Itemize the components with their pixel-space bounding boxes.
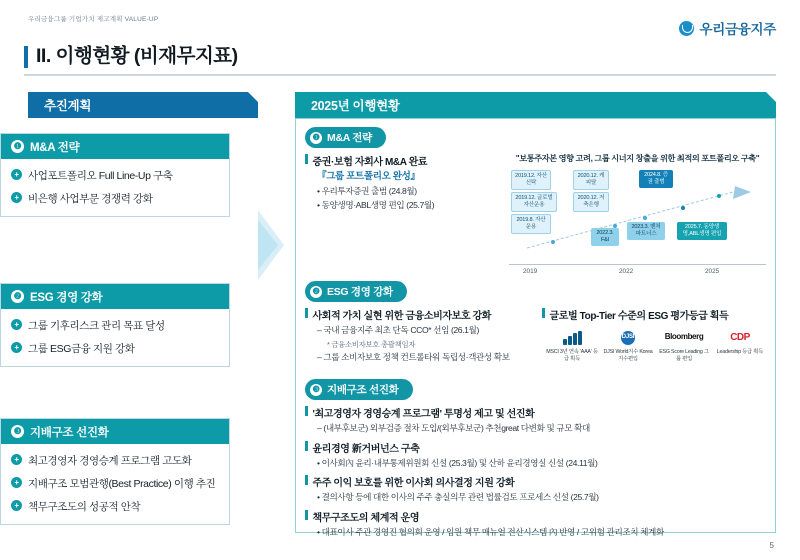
right-column-header [295,92,776,118]
section-ma [305,127,766,275]
number-badge: ❷ [11,290,24,303]
milestone-chip: 2019.8. 자산운용 [511,214,551,234]
milestone-chip: 2020.12. 캐피탈 [573,170,609,190]
rating-badge-caption: ESG Score Leading 그룹 편입 [659,349,709,362]
governance-headline: 윤리경영 新거버넌스 구축 [305,440,766,455]
plan-block-esg [0,283,230,367]
governance-headline: 책무구조도의 체계적 운영 [305,509,766,524]
cdp-logo-icon: CDP [730,332,750,343]
bloomberg-logo-icon: Bloomberg [664,332,704,342]
plan-item [11,341,219,356]
section-body [305,405,766,538]
esg-rating-headline: 글로벌 Top-Tier 수준의 ESG 평가등급 획득 [542,307,766,322]
ma-bullet: • 우리투자증권 출범 (24.8월) [317,186,501,198]
rating-badge-caption: Leadership 등급 획득 [716,349,764,355]
ma-text-column [305,153,501,265]
number-badge: ❶ [11,140,24,153]
section-esg [305,281,766,365]
left-column-header [28,92,258,118]
plan-block-title [1,284,229,309]
connector-arrow-icon [258,150,298,350]
rating-badge-caption: MSCI 3년 연속 'AAA' 등급 획득 [546,349,598,362]
brand-logo [679,18,776,38]
section-title-label: 지배구조 선진화 [327,384,399,397]
plus-icon: + [11,500,22,511]
section-body [305,153,766,275]
governance-bullet: • 이사회內 윤리·내부통제위원회 신설 (25.3월) 및 산하 윤리경영실 신설 (24.11월) [317,458,766,470]
timeline-arrow-icon [523,182,763,256]
rating-badge-djsi [602,328,654,363]
ma-headline: 증권·보험 자회사 M&A 완료 [305,153,501,168]
section-title [305,379,413,400]
section-title-label: M&A 전략 [327,132,372,144]
corner-fold-icon [248,92,258,102]
esg-bullet: – 그룹 소비자보호 정책 컨트롤타워 독립성·객관성 확보 [317,352,532,364]
rating-badge-cdp [714,328,766,363]
plus-icon: + [11,319,22,330]
ma-bullet: • 동양생명·ABL생명 편입 (25.7월) [317,200,501,212]
plan-item [11,318,219,333]
number-badge: ❷ [310,286,322,298]
djsi-logo-icon: DJSI [602,328,654,347]
plan-item-label: 사업포트폴리오 Full Line-Up 구축 [28,170,173,182]
axis-tick: 2019 [523,268,538,275]
plan-item-label: 비은행 사업부문 경쟁력 강화 [28,193,153,205]
section-body [305,307,766,365]
plan-block-title-label: ESG 경영 강화 [30,291,103,304]
page-title: II. 이행현황 (비재무지표) [36,45,238,67]
governance-headline: '최고경영자 경영승계 프로그램' 투명성 제고 및 선진화 [305,405,766,420]
right-column-header-label: 2025년 이행현황 [311,99,400,113]
title-accent-bar [24,46,28,68]
milestone-chip: 2019.12. 글로벌자산운용 [511,192,557,212]
plan-block-title [1,134,229,159]
plan-item [11,499,219,514]
plus-icon: + [11,192,22,203]
milestone-chip: 2019.12. 자산신탁 [511,170,551,190]
ma-timeline-chart [509,168,766,275]
section-title-label: ESG 경영 강화 [327,286,393,298]
plan-block-ma [0,133,230,217]
corner-fold-icon [766,92,776,102]
plan-item-label: 지배구조 모범관행(Best Practice) 이행 추진 [28,478,216,490]
brand-name: 우리금융지주 [699,22,776,37]
plus-icon: + [11,169,22,180]
plan-block-title-label: M&A 전략 [30,141,80,154]
rating-badge-bloomberg [658,328,710,363]
milestone-chip: 2024.8. 증권 출범 [639,170,673,188]
plan-block-governance [0,418,230,525]
esg-right-column [542,307,766,365]
plan-item-label: 최고경영자 경영승계 프로그램 고도화 [28,455,192,467]
number-badge: ❸ [11,425,24,438]
plan-block-body [1,444,229,524]
top-tagline: 우리금융그룹 기업가치 제고계획 VALUE-UP [28,16,159,23]
milestone-chip: 2020.12. 저축은행 [573,192,609,212]
governance-bullet: • 결의사항 등에 대한 이사의 주주 충실의무 관련 법률검토 프로세스 신설 (25.7월) [317,492,766,504]
plan-block-body [1,309,229,366]
plan-block-title [1,419,229,444]
rating-badge-caption: DJSI World지수 Korea지수편입 [603,349,653,362]
esg-footnote: * 금융소비자보호 총괄책임자 [327,339,416,349]
plan-item-label: 책무구조도의 성공적 안착 [28,501,141,513]
plan-item [11,453,219,468]
plus-icon: + [11,477,22,488]
number-badge: ❸ [310,384,322,396]
msci-logo-icon [546,328,598,347]
milestone-chip: 2023.3. 벤처파트너스 [627,222,665,240]
rating-badge-msci [546,328,598,363]
number-badge: ❶ [310,132,322,144]
governance-headline: 주주 이익 보호를 위한 이사회 의사결정 지원 강화 [305,474,766,489]
plan-item [11,168,219,183]
status-panel [295,118,776,537]
left-column-header-label: 추진계획 [44,99,92,113]
ma-chart-column [509,153,766,275]
plan-block-body [1,159,229,216]
axis-tick: 2022 [619,268,634,275]
plan-item-label: 그룹 기후리스크 관리 목표 달성 [28,320,165,332]
governance-bullet: • 대표이사 주관 경영진 협의회 운영 / 임원 책무 매뉴얼 전산시스템 內 반영 / 고위험 관리조치 체계화 [317,527,766,539]
section-title [305,281,407,302]
governance-bullet: – (내부후보군) 외부검증 절차 도입/(외부후보군) 추천great 다변화 및 규모 확대 [317,423,766,435]
plan-item-label: 그룹 ESG금융 지원 강화 [28,343,135,355]
milestone-chip: 2022.3. F&I [591,228,619,246]
axis-tick: 2025 [705,268,720,275]
plus-icon: + [11,454,22,465]
page-number: 5 [769,541,774,550]
plan-block-title-label: 지배구조 선진화 [30,426,109,439]
ma-quote: "보통주자본 영향 고려, 그룹 시너지 창출을 위한 최적의 포트폴리오 구축" [515,154,760,163]
esg-left-column [305,307,532,365]
esg-rating-badges [546,328,766,363]
plus-icon: + [11,342,22,353]
plan-item [11,191,219,206]
esg-bullet: – 국내 금융지주 최초 단독 CCO* 선임 (26.1월) [317,325,532,337]
plan-item [11,476,219,491]
section-governance [305,379,766,538]
esg-headline: 사회적 가치 실현 위한 금융소비자보호 강화 [305,307,532,322]
title-divider [24,74,776,76]
woori-mark-icon [679,21,694,36]
section-title [305,127,386,148]
ma-emphasis: 『그룹 포트폴리오 완성』 [317,171,420,182]
milestone-chip: 2025.7. 동양생명,ABL생명 편입 [677,222,727,240]
